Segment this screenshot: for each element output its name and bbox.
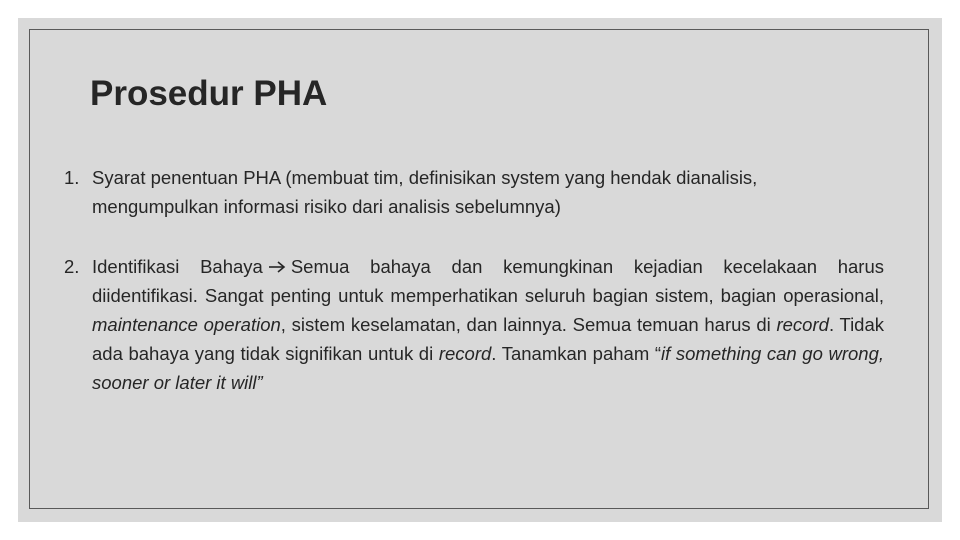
list-item-text (92, 252, 884, 397)
text-segment: Semua bahaya dan kemungkinan kejadian kecelakaan harus diidentifikasi. Sangat penting untuk memperhatikan seluruh bagian sistem, bagian operasional, (92, 256, 884, 306)
text-segment-italic: record (438, 343, 492, 364)
text-segment-italic: record (776, 314, 829, 335)
text-segment: , sistem keselamatan, dan lainnya. Semua temuan harus di (280, 314, 777, 335)
right-arrow-icon (267, 260, 287, 274)
hazard-identification-label: Identifikasi Bahaya (92, 256, 263, 277)
slide-title: Prosedur PHA (90, 74, 328, 113)
text-segment: . Tanamkan paham “ (491, 343, 662, 364)
text-segment-italic: maintenance operation (92, 314, 281, 335)
quote-italic: if something can go wrong, sooner or later it will” (92, 343, 885, 393)
text-segment: . Tidak ada bahaya yang tidak signifikan untuk di (92, 314, 885, 364)
list-item-number: 2. (64, 256, 80, 277)
list-item-1 (64, 163, 884, 221)
list-item-2 (64, 252, 884, 397)
list-item-number: 1. (64, 167, 80, 188)
procedure-list (64, 163, 884, 397)
slide (18, 18, 942, 522)
list-item-text: Syarat penentuan PHA (membuat tim, definisikan system yang hendak dianalisis, mengumpulkan informasi risiko dari analisis sebelumnya) (92, 167, 758, 217)
